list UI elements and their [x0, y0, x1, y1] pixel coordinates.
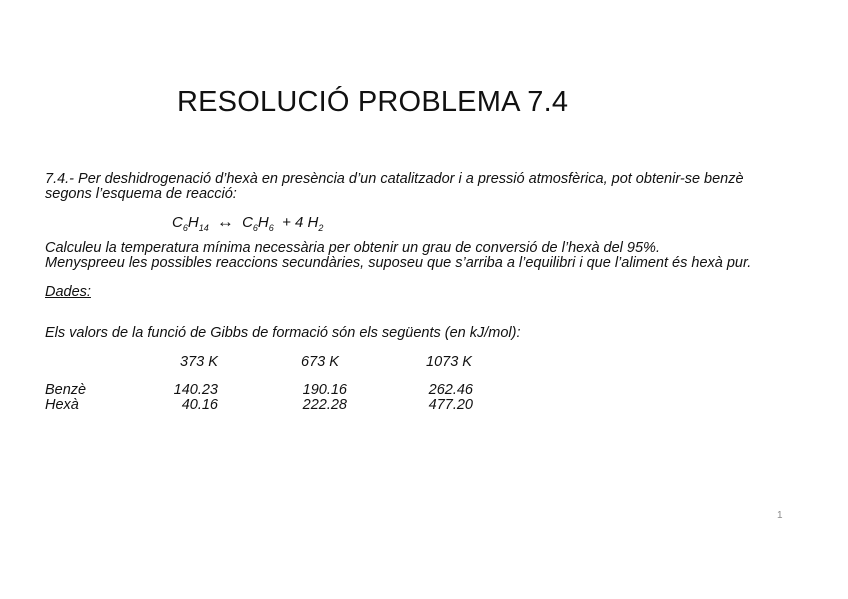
dades-heading: Dades: [45, 284, 91, 300]
problem-statement [45, 172, 744, 202]
table-cell: 140.23 [173, 382, 218, 398]
hydrogen-subscript: 2 [318, 223, 324, 233]
table-header-673k: 673 K [301, 354, 339, 370]
row-label-benze: Benzè [45, 382, 87, 398]
statement-line-2: segons l’esquema de reacció: [45, 186, 237, 202]
page-title: RESOLUCIÓ PROBLEMA 7.4 [177, 86, 569, 118]
reactant-h-subscript: 14 [198, 223, 209, 233]
equilibrium-arrow-icon: ↔ [216, 212, 234, 231]
reactant-h: H [187, 214, 199, 231]
table-cell: 262.46 [428, 382, 473, 398]
table-header-1073k: 1073 K [426, 354, 472, 370]
table-cell: 40.16 [181, 397, 218, 413]
reactant-c-subscript: 6 [182, 223, 188, 233]
reaction-equation [172, 212, 323, 233]
table-cell: 477.20 [428, 397, 473, 413]
page-number: 1 [777, 510, 783, 521]
hydrogen-term: + 4 H [282, 214, 319, 231]
question-line-1: Calculeu la temperatura mínima necessària per obtenir un grau de conversió de l’hexà del 95%. [45, 240, 660, 256]
reactant-c: C [172, 214, 183, 231]
statement-line-1: 7.4.- Per deshidrogenació d’hexà en presència d’un catalitzador i a pressió atmosfèrica, pot obtenir-se benzè [45, 171, 744, 187]
product-c-subscript: 6 [252, 223, 258, 233]
product-h-subscript: 6 [268, 223, 274, 233]
table-cell: 190.16 [302, 382, 347, 398]
table-header-373k: 373 K [180, 354, 218, 370]
table-intro: Els valors de la funció de Gibbs de formació són els següents (en kJ/mol): [45, 325, 521, 341]
row-label-hexa: Hexà [45, 397, 79, 413]
product-h: H [257, 214, 269, 231]
question-line-2: Menyspreeu les possibles reaccions secundàries, suposeu que s’arriba a l’equilibri i que l’aliment és hexà pur. [45, 255, 752, 271]
table-cell: 222.28 [302, 397, 347, 413]
question-text [45, 241, 751, 271]
product-c: C [242, 214, 253, 231]
